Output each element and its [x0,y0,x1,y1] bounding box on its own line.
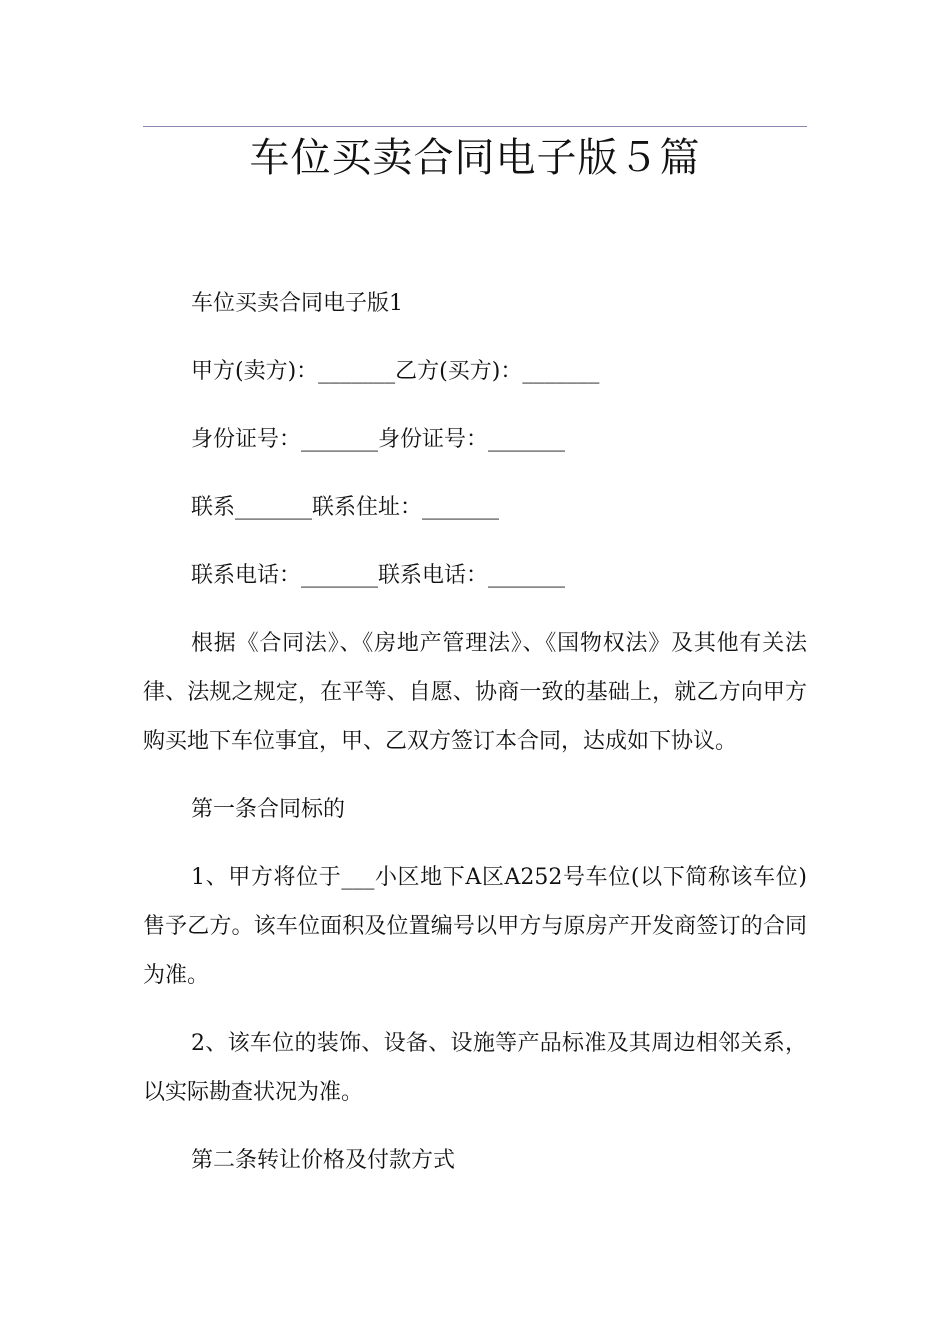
paragraph-preamble: 根据《合同法》、《房地产管理法》、《国物权法》及其他有关法律、法规之规定，在平等、自愿、协商一致的基础上，就乙方向甲方购买地下车位事宜，甲、乙双方签订本合同，达成如下协议。 [143,631,807,754]
paragraph-phones: 联系电话：_______联系电话：_______ [191,563,566,588]
paragraph-parties: 甲方(卖方)：_______乙方(买方)：_______ [191,359,600,384]
document-title: 车位买卖合同电子版５篇 [249,135,701,181]
paragraph-addresses: 联系_______联系住址：_______ [191,495,500,520]
paragraph-clause-1-2: 2、该车位的装饰、设备、设施等产品标准及其周边相邻关系，以实际勘查状况为准。 [143,1031,807,1105]
paragraph-id-numbers: 身份证号：_______身份证号：_______ [191,427,566,452]
paragraph-clause-1-1: 1、甲方将位于___小区地下A区A252号车位(以下简称该车位)售予乙方。该车位面积及位置编号以甲方与原房产开发商签订的合同为准。 [143,865,807,988]
paragraph-article-2: 第二条转让价格及付款方式 [191,1148,456,1173]
document-body [143,279,807,1204]
paragraph-article-1: 第一条合同标的 [191,797,346,822]
paragraph-contract-heading: 车位买卖合同电子版1 [191,291,403,316]
header-rule [143,126,807,127]
